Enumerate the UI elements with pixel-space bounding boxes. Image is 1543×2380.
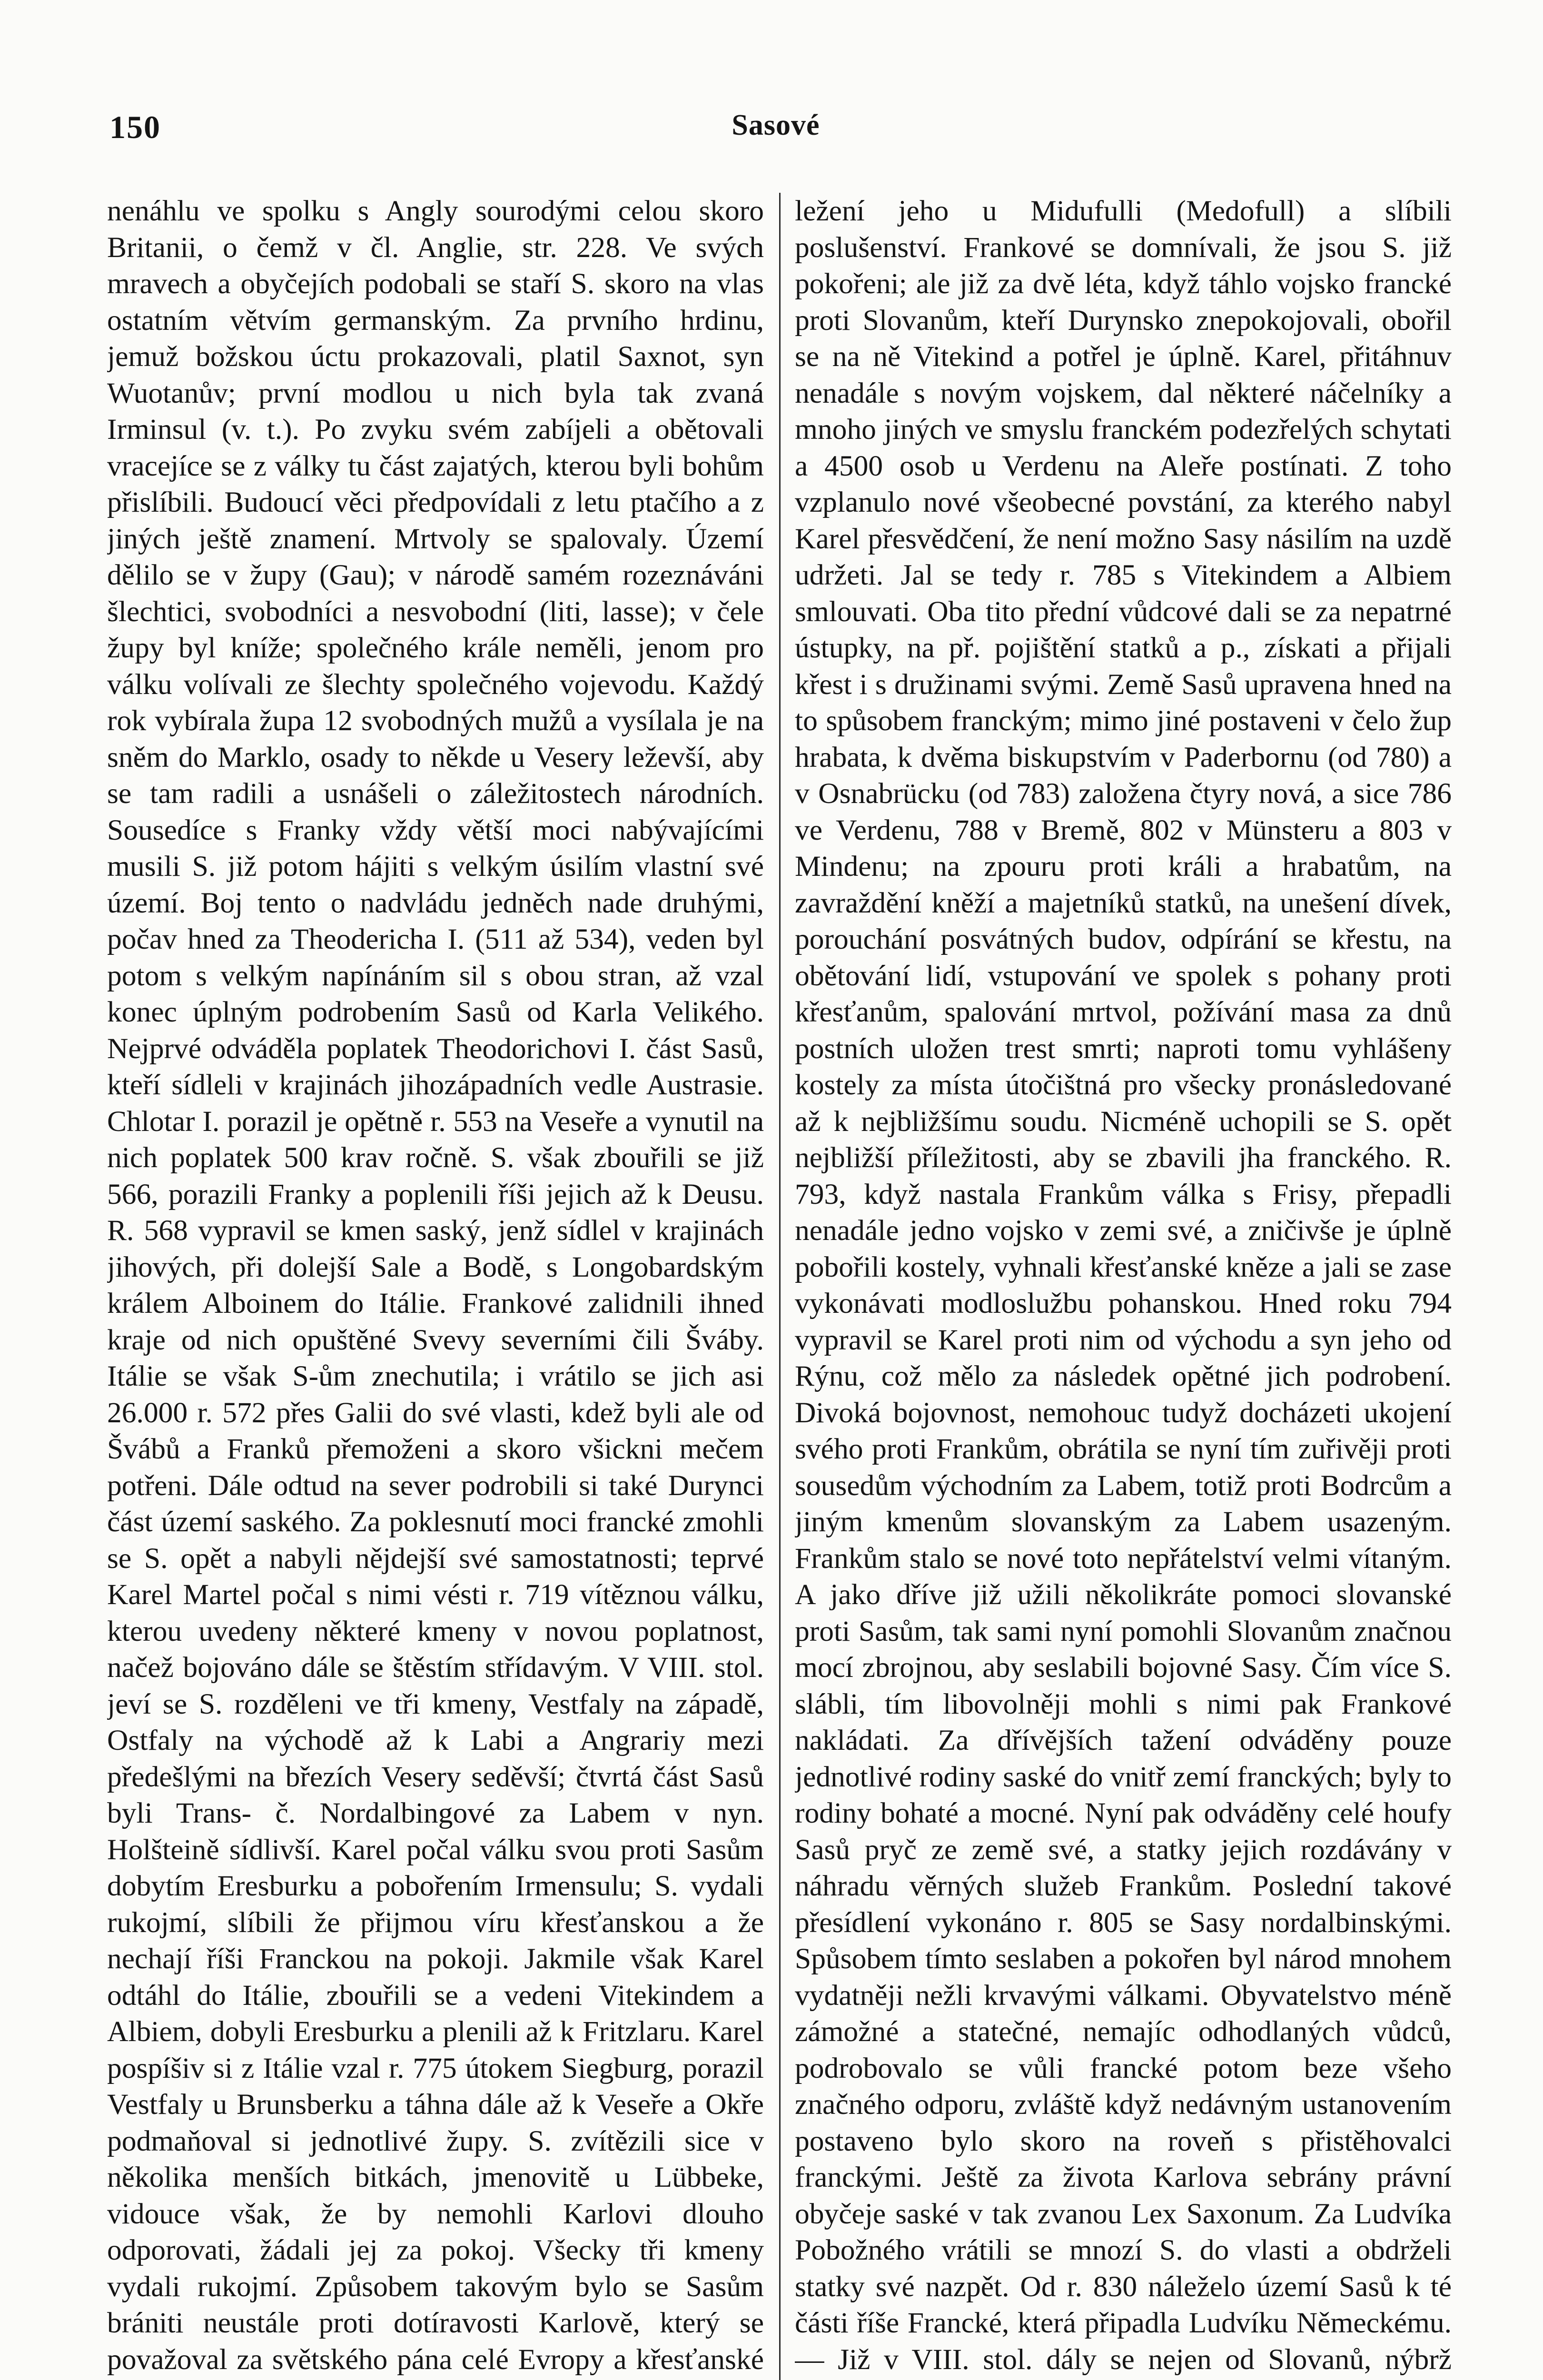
running-head: Sasové [732, 109, 820, 141]
page-header [95, 109, 1456, 161]
column-divider [779, 193, 781, 2380]
left-column [107, 193, 764, 2380]
right-column-text: ležení jeho u Midufulli (Medofull) a slíbili poslušenství. Frankové se domnívali, že jsou S. již pokořeni; ale již za dvě léta, když táhlo vojsko francké proti Slovanům, kteří Durynsko znepokojovali, obořil se na ně Vitekind a potřel je úplně. Karel, přitáhnuv nenadále s novým vojskem, dal některé náčelníky a mnoho jiných ve smyslu franckém podezřelých schytati a 4500 osob u Verdenu na Aleře postínati. Z toho vzplanulo nové všeobecné povstání, za kterého nabyl Karel přesvědčení, že není možno Sasy násilím na uzdě udržeti. Jal se tedy r. 785 s Vitekindem a Albiem smlouvati. Oba tito přední vůdcové dali se za nepatrné ústupky, na př. pojištění statků a p., získati a přijali křest i s družinami svými. Země Sasů upravena hned na to spůsobem franckým; mimo jiné postaveni v čelo žup hrabata, k dvěma biskupstvím v Paderbornu (od 780) a v Osnabrücku (od 783) založena čtyry nová, a sice 786 ve Verdenu, 788 v Bremě, 802 v Münsteru a 803 v Mindenu; na zpouru proti králi a hrabatům, na zavraždění kněží a majetníků statků, na unešení dívek, porouchání posvátných budov, odpírání se křestu, na obětování lidí, vstupování ve spolek s pohany proti křesťanům, spalování mrtvol, požívání masa za dnů postních uložen trest smrti; naproti tomu vyhlášeny kostely za místa útočištná pro všecky pronásledované až k nejbližšímu soudu. Nicméně uchopili se S. opět nejbližší příležitosti, aby se zbavili jha franckého. R. 793, když nastala Frankům válka s Frisy, přepadli nenadále jedno vojsko v zemi své, a zničivše je úplně pobořili kostely, vyhnali křesťanské kněze a jali se zase vykonávati modloslužbu pohanskou. Hned roku 794 vypravil se Karel proti nim od východu a syn jeho od Rýnu, což mělo za následek opětné jich podrobení. Divoká bojovnost, nemohouc tudyž docházeti ukojení svého proti Frankům, obrátila se nyní tím zuřivěji proti sousedům východním za Labem, totiž proti Bodrcům a jiným kmenům slovanským za Labem usazeným. Frankům stalo se nové toto nepřátelství velmi vítaným. A jako dříve již užili několikráte pomoci slovanské proti Sasům, tak sami nyní pomohli Slovanům značnou mocí zbrojnou, aby seslabili bojovné Sasy. Čím více S. slábli, tím libovolněji mohli s nimi pak Frankové nakládati. Za dřívějších tažení odváděny pouze jednotlivé rodiny saské do vnitř zemí franckých; byly to rodiny bohaté a mocné. Nyní pak odváděny celé houfy Sasů pryč ze země své, a statky jejich rozdávány v náhradu věrných služeb Frankům. Poslední takové přesídlení vykonáno r. 805 se Sasy nordalbinskými. Spůsobem tímto seslaben a pokořen byl národ mnohem vydatněji nežli krvavými válkami. Obyvatelstvo méně zámožné a statečné, nemajíc odhodlaných vůdců, podrobovalo se vůli francké potom beze všeho značného odporu, zvláště když nedávným ustanovením postaveno bylo skoro na roveň s přistěhovalci franckými. Ještě za života Karlova sebrány právní obyčeje saské v tak zvanou Lex Saxonum. Za Ludvíka Pobožného vrátili se mnozí S. do vlasti a obdrželi statky své nazpět. Od r. 830 náleželo území Sasů k té části říše Francké, která připadla Ludvíku Německému. — Již v VIII. stol. dály se nejen od Slovanů, nýbrž [795, 195, 1452, 2376]
right-column [795, 193, 1452, 2380]
left-column-text: nenáhlu ve spolku s Angly sourodými celou skoro Britanii, o čemž v čl. Anglie, str. 228. Ve svých mravech a obyčejích podobali se staří S. skoro na vlas ostatním větvím germanským. Za prvního hrdinu, jemuž božskou úctu prokazovali, platil Saxnot, syn Wuotanův; první modlou u nich byla tak zvaná Irminsul (v. t.). Po zvyku svém zabíjeli a obětovali vracejíce se z války tu část zajatých, kterou byli bohům přislíbili. Budoucí věci předpovídali z letu ptačího a z jiných ještě znamení. Mrtvoly se spalovaly. Území dělilo se v župy (Gau); v národě samém rozeznáváni šlechtici, svobodníci a nesvobodní (liti, lasse); v čele župy byl kníže; společného krále neměli, jenom pro válku volívali ze šlechty společného vojevodu. Každý rok vybírala župa 12 svobodných mužů a vysílala je na sněm do Marklo, osady to někde u Vesery leževší, aby se tam radili a usnášeli o záležitostech národních. Sousedíce s Franky vždy větší moci nabývajícími musili S. již potom hájiti s velkým úsilím vlastní své území. Boj tento o nadvládu jedněch nade druhými, počav hned za Theodericha I. (511 až 534), veden byl potom s velkým napínáním sil s obou stran, až vzal konec úplným podrobením Sasů od Karla Velikého. Nejprvé odváděla poplatek Theodorichovi I. část Sasů, kteří sídleli v krajinách jihozápadních vedle Austrasie. Chlotar I. porazil je opětně r. 553 na Veseře a vynutil na nich poplatek 500 krav ročně. S. však zbouřili se již 566, porazili Franky a poplenili říši jejich až k Deusu. R. 568 vypravil se kmen saský, jenž sídlel v krajinách jihových, při dolejší Sale a Bodě, s Longobardským králem Alboinem do Itálie. Frankové zalidnili ihned kraje od nich opuštěné Svevy severními čili Šváby. Itálie se však S-ům znechutila; i vrátilo se jich asi 26.000 r. 572 přes Galii do své vlasti, kdež byli ale od Švábů a Franků přemoženi a skoro všickni mečem potřeni. Dále odtud na sever podrobili si také Durynci část území saského. Za poklesnutí moci francké zmohli se S. opět a nabyli nějdejší své samostatnosti; teprvé Karel Martel počal s nimi vésti r. 719 vítěznou válku, kterou uvedeny některé kmeny v novou poplatnost, načež bojováno dále se štěstím střídavým. V VIII. stol. jeví se S. rozděleni ve tři kmeny, Vestfaly na západě, Ostfaly na východě až k Labi a Angrariy mezi předešlými na březích Vesery seděvší; čtvrtá část Sasů byli Trans- č. Nordalbingové za Labem v nyn. Holšteině sídlivší. Karel počal válku svou proti Sasům dobytím Eresburku a pobořením Irmensulu; S. vydali rukojmí, slíbili že přijmou víru křesťanskou a že nechají říši Franckou na pokoji. Jakmile však Karel odtáhl do Itálie, zbouřili se a vedeni Vitekindem a Albiem, dobyli Eresburku a plenili až k Fritzlaru. Karel pospíšiv si z Itálie vzal r. 775 útokem Siegburg, porazil Vestfaly u Brunsberku a táhna dále až k Veseře a Okře podmaňoval si jednotlivé župy. S. zvítězili sice v několika menších bitkách, jmenovitě u Lübbeke, vidouce však, že by nemohli Karlovi dlouho odporovati, žádali jej za pokoj. Všecky tři kmeny vydali rukojmí. Způsobem takovým bylo se Sasům brániti neustále proti dotíravosti Karlově, který se považoval za světského pána celé Evropy a křesťanské [107, 195, 764, 2376]
page-number: 150 [109, 109, 161, 145]
